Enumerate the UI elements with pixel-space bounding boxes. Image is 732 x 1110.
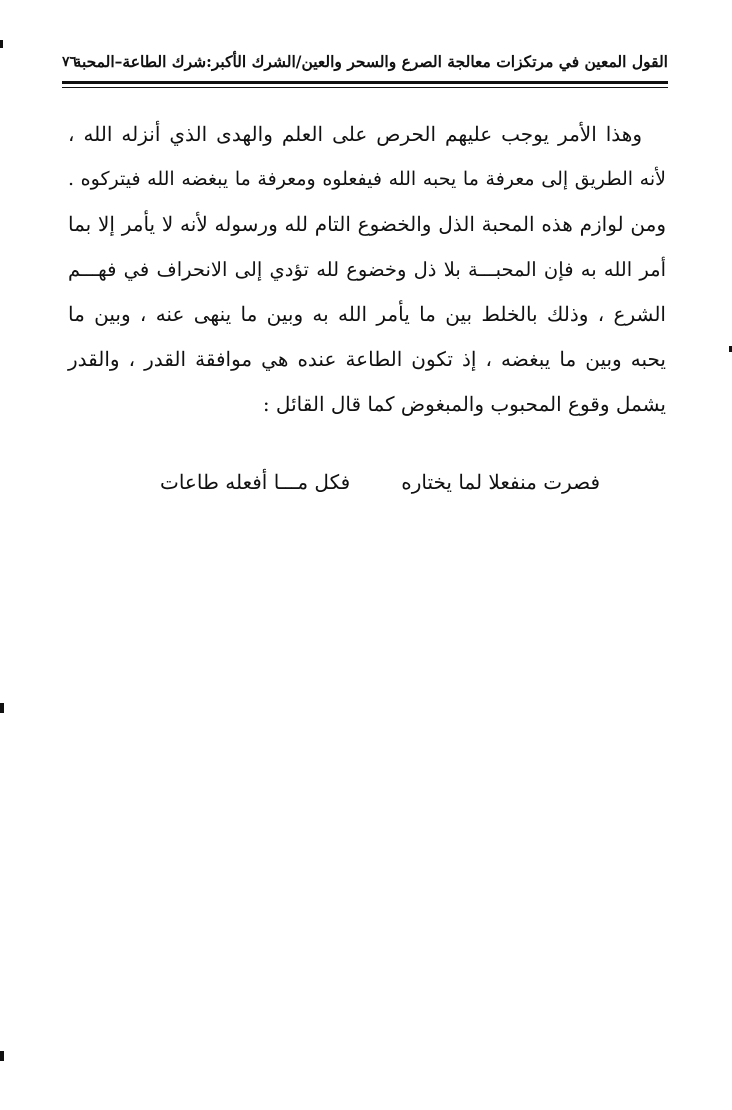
text-line-4: أمر الله به فإن المحبـــة بلا ذل وخضوع لله تؤدي إلى الانحراف في فهـــم bbox=[68, 258, 666, 281]
page-number: ٧٦ bbox=[62, 54, 78, 70]
scan-mark-top-left bbox=[0, 40, 3, 48]
text-line-7: يشمل وقوع المحبوب والمبغوض كما قال القائل : bbox=[262, 392, 666, 416]
verse-first-hemistich: فصرت منفعلا لما يختاره bbox=[401, 470, 600, 494]
verse-second-hemistich: فكل مـــا أفعله طاعات bbox=[160, 470, 351, 494]
text-line-5: الشرع ، وذلك بالخلط بين ما يأمر الله به وبين ما ينهى عنه ، وبين ما bbox=[68, 302, 666, 326]
scan-mark-mid-left bbox=[0, 703, 4, 713]
scan-mark-bottom-left bbox=[0, 1051, 4, 1061]
text-line-1: وهذا الأمر يوجب عليهم الحرص على العلم والهدى الذي أنزله الله ، bbox=[68, 122, 642, 146]
paragraph bbox=[68, 112, 666, 427]
text-line-2: لأنه الطريق إلى معرفة ما يحبه الله فيفعلوه ومعرفة ما يبغضه الله فيتركوه . bbox=[68, 168, 666, 190]
text-line-6: يحبه وبين ما يبغضه ، إذ تكون الطاعة عنده هي موافقة القدر ، والقدر bbox=[68, 347, 666, 371]
header-title: القول المعين في مرتكزات معالجة الصرع والسحر والعين/الشرك الأكبر:شرك الطاعة–المحبة bbox=[73, 52, 668, 71]
text-line-3: ومن لوازم هذه المحبة الذل والخضوع التام لله ورسوله لأنه لا يأمر إلا بما bbox=[68, 212, 666, 236]
header-rule-thick bbox=[62, 81, 668, 84]
poetry-verse bbox=[150, 470, 600, 506]
running-header bbox=[62, 40, 668, 80]
header-rule-thin bbox=[62, 87, 668, 88]
